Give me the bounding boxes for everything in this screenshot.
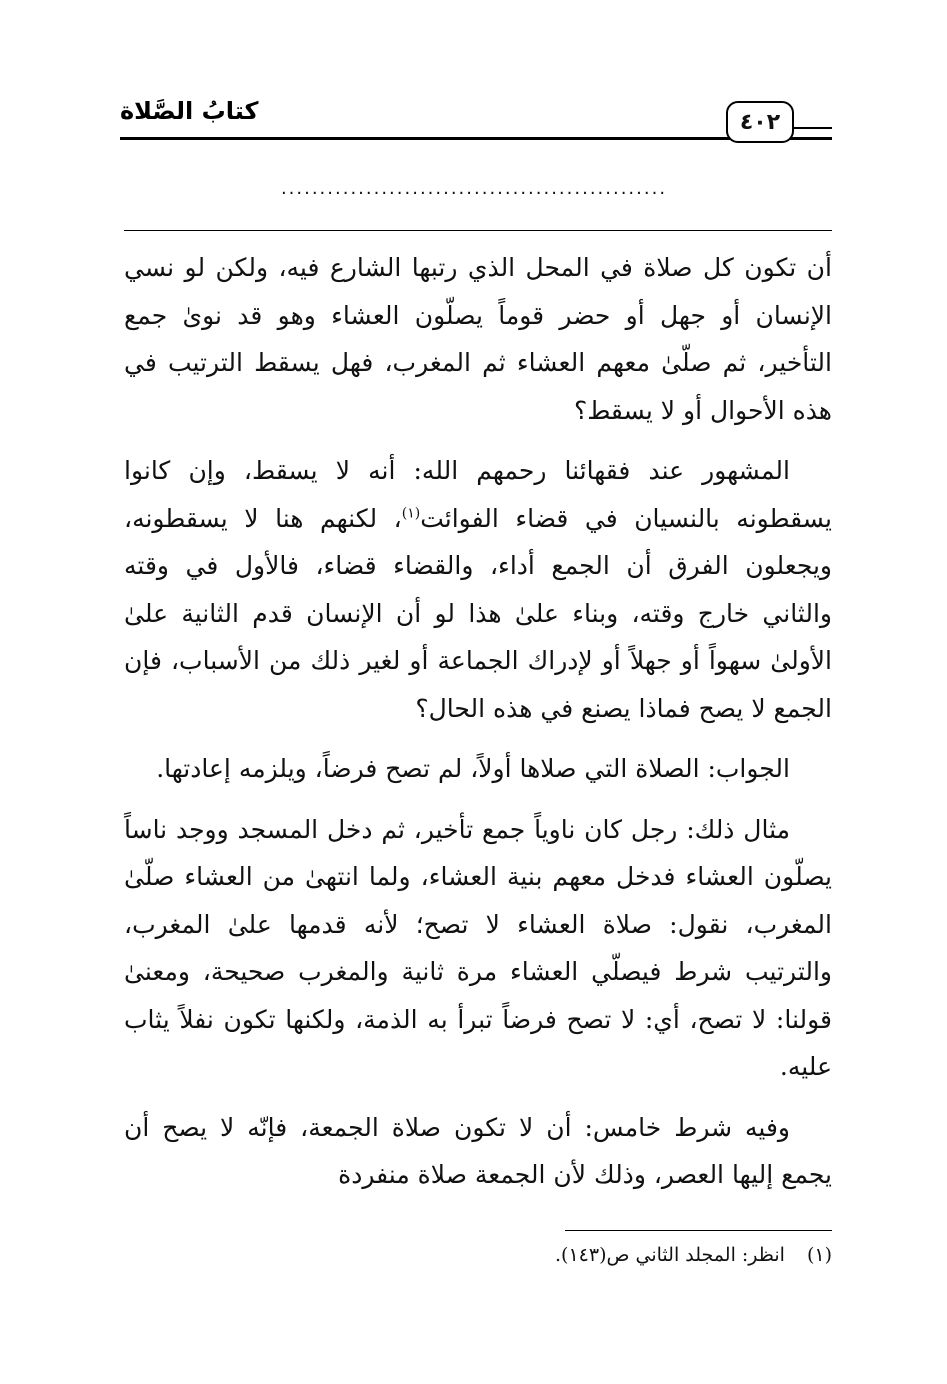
footnote-marker: (١)	[401, 505, 421, 522]
paragraph-5: وفيه شرط خامس: أن لا تكون صلاة الجمعة، فإنّه لا يصح أن يجمع إليها العصر، وذلك لأن الجمعة صلاة منفردة	[124, 1112, 832, 1189]
paragraph-3: الجواب: الصلاة التي صلاها أولاً، لم تصح فرضاً، ويلزمه إعادتها.	[156, 754, 790, 783]
paragraph-2	[124, 447, 832, 732]
paragraph-4: مثال ذلك: رجل كان ناوياً جمع تأخير، ثم دخل المسجد ووجد ناساً يصلّون العشاء فدخل معهم بنية العشاء، ولما انتهىٰ من العشاء صلّىٰ المغرب، نقول: صلاة العشاء لا تصح؛ لأنه قدمها علىٰ المغرب، والترتيب شرط فيصلّي العشاء مرة ثانية والمغرب صحيحة، ومعنىٰ قولنا: لا تصح، أي: لا تصح فرضاً تبرأ به الذمة، ولكنها تكون نفلاً يثاب عليه.	[124, 814, 832, 1081]
main-text	[124, 244, 832, 1199]
footnote	[124, 1240, 832, 1270]
footnote-number: (١)	[806, 1244, 832, 1266]
separator-line	[124, 230, 832, 231]
paragraph-2-rest: ، لكنهم هنا لا يسقطونه، ويجعلون الفرق أن الجمع أداء، والقضاء قضاء، فالأول في وقته والثاني خارج وقته، وبناء علىٰ هذا لو أن الإنسان قدم الثانية علىٰ الأولىٰ سهواً أو جهلاً أو لإدراك الجماعة أو لغير ذلك من الأسباب، فإن الجمع لا يصح فماذا يصنع في هذه الحال؟	[124, 503, 832, 723]
paragraph-2-start: المشهور عند فقهائنا رحمهم الله: أنه لا يسقط، وإن كانوا يسقطونه بالنسيان في قضاء الفوائت	[124, 456, 832, 533]
page-header	[120, 95, 832, 155]
paragraph-1: أن تكون كل صلاة في المحل الذي رتبها الشارع فيه، ولكن لو نسي الإنسان أو جهل أو حضر قوماً يصلّون العشاء وهو قد نوىٰ جمع التأخير، ثم صلّىٰ معهم العشاء ثم المغرب، فهل يسقط الترتيب في هذه الأحوال أو لا يسقط؟	[124, 253, 832, 425]
footnote-rule	[565, 1230, 832, 1231]
separator-dots: ..................................................	[280, 178, 668, 198]
footnote-text: انظر: المجلد الثاني ص(١٤٣).	[555, 1244, 785, 1266]
page-number: ٤٠٢	[726, 101, 794, 143]
book-title: كتابُ الصَّلاة	[120, 97, 259, 125]
header-rule	[120, 137, 832, 140]
